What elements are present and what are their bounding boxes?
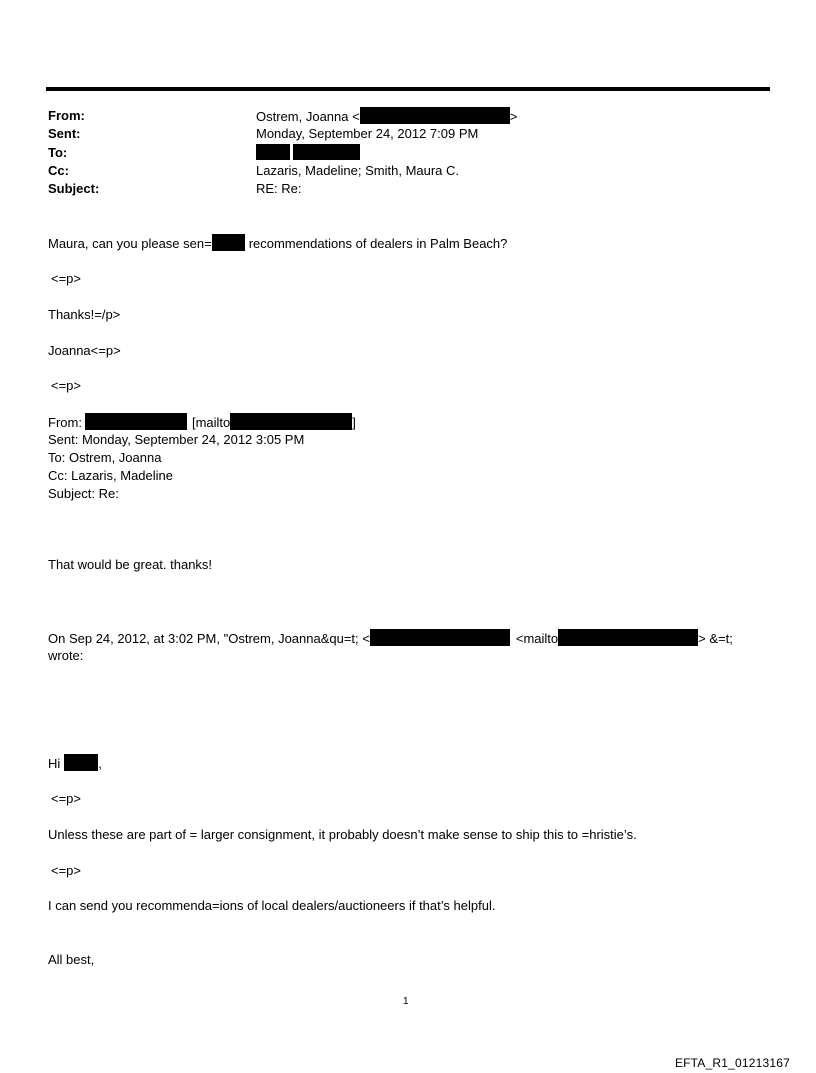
subject-value: RE: Re: [256, 181, 302, 196]
quoted-intro-start: On Sep 24, 2012, at 3:02 PM, "Ostrem, Joanna&qu=t; < [48, 631, 370, 646]
redaction-block [370, 629, 510, 646]
redaction-block [558, 629, 698, 646]
quoted-to-line: To: Ostrem, Joanna [48, 450, 162, 465]
redaction-block [212, 234, 245, 251]
bates-number: EFTA_R1_01213167 [674, 1056, 790, 1070]
paragraph-2: I can send you recommenda=ions of local dealers/auctioneers if that’s helpful. [48, 898, 496, 913]
p-tag-line: <=p> [51, 378, 82, 393]
quoted-subject-line: Subject: Re: [48, 486, 119, 501]
quoted-mailto: [mailto [191, 415, 231, 430]
p-tag-line: <=p> [51, 791, 82, 806]
cc-label: Cc: [48, 163, 69, 178]
wrote-line: wrote: [48, 648, 84, 663]
quoted-intro-end: > &=t; [698, 631, 733, 646]
greeting-comma: , [98, 756, 102, 771]
quoted-from-label: From: [48, 415, 82, 430]
redaction-block [256, 144, 290, 160]
p-tag-line: <=p> [51, 863, 82, 878]
body-line-1 [48, 234, 507, 253]
redaction-block [293, 144, 360, 160]
from-value [256, 107, 517, 126]
paragraph-1: Unless these are part of = larger consignment, it probably doesn’t make sense to ship this to =hristie’s. [48, 827, 637, 842]
body-line-1-end: recommendations of dealers in Palm Beach? [248, 236, 508, 251]
redaction-block [85, 413, 187, 430]
quoted-mailto-close: ] [352, 415, 356, 430]
redaction-block [360, 107, 510, 124]
to-label: To: [48, 145, 68, 160]
page-number: 1 [403, 996, 409, 1007]
closing-line: All best, [48, 952, 95, 967]
redaction-block [230, 413, 352, 430]
sent-value: Monday, September 24, 2012 7:09 PM [256, 126, 479, 141]
greeting-hi: Hi [48, 756, 61, 771]
sent-label: Sent: [48, 126, 81, 141]
quoted-intro-mailto: <mailto [515, 631, 559, 646]
signoff-line: Joanna<=p> [48, 343, 121, 358]
body-line-1-start: Maura, can you please sen= [48, 236, 212, 251]
subject-label: Subject: [48, 181, 100, 196]
greeting-line [48, 754, 102, 773]
quoted-message: That would be great. thanks! [48, 557, 213, 572]
redaction-block [64, 754, 98, 771]
from-close: > [509, 109, 518, 124]
quoted-from-line [48, 413, 356, 432]
cc-value: Lazaris, Madeline; Smith, Maura C. [256, 163, 460, 178]
quoted-cc-line: Cc: Lazaris, Madeline [48, 468, 173, 483]
from-name: Ostrem, Joanna < [256, 109, 360, 124]
thanks-line: Thanks!=/p> [48, 307, 121, 322]
quoted-intro-line [48, 629, 733, 648]
header-rule [46, 87, 770, 91]
from-label: From: [48, 108, 85, 123]
p-tag-line: <=p> [51, 271, 82, 286]
quoted-sent-line: Sent: Monday, September 24, 2012 3:05 PM [48, 432, 305, 447]
